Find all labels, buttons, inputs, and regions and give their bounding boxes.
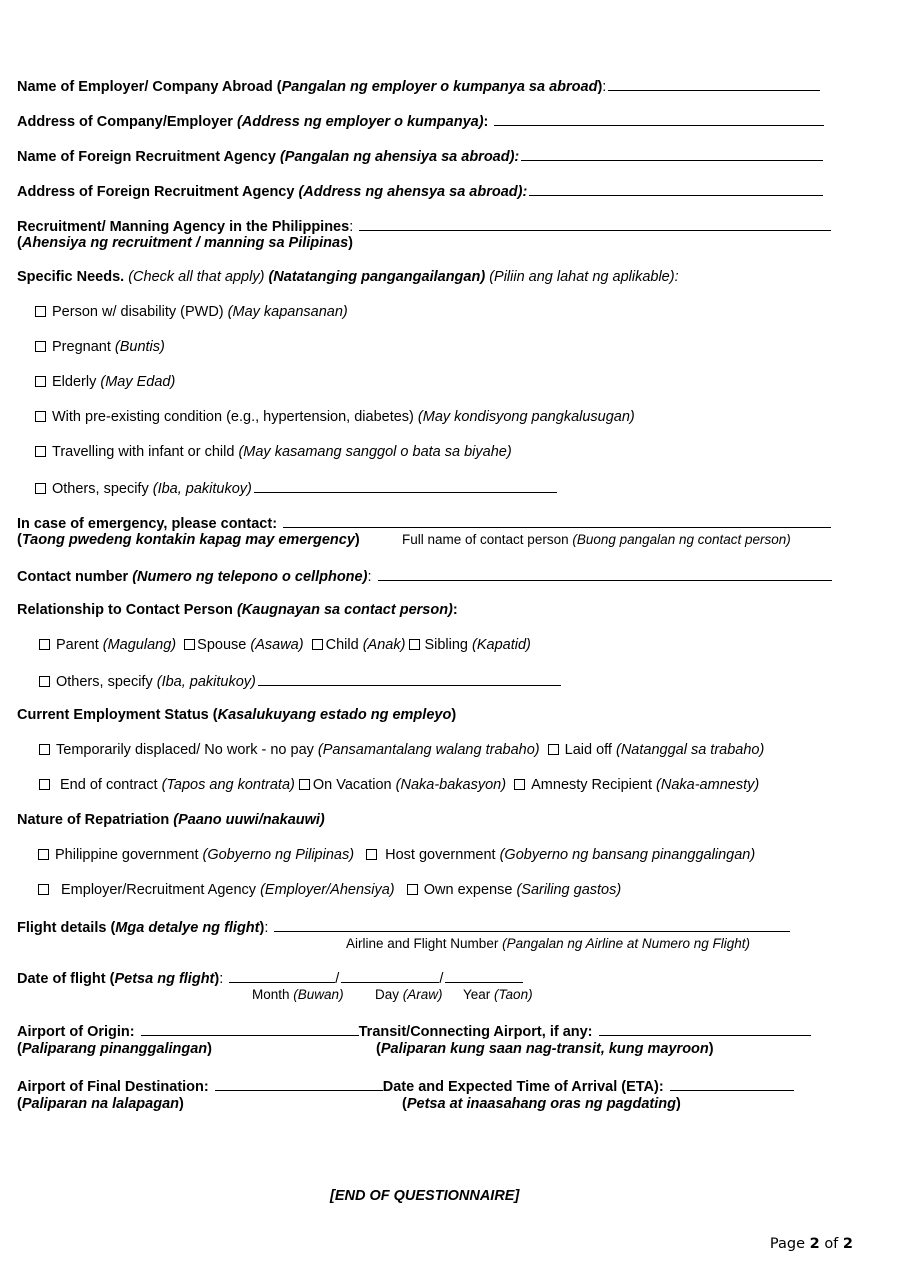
- displaced-checkbox[interactable]: [39, 744, 50, 755]
- elderly-checkbox[interactable]: [35, 376, 46, 387]
- ph-agency-label: Recruitment/ Manning Agency in the Philippines: [17, 219, 350, 235]
- on-vacation-checkbox[interactable]: [299, 779, 310, 790]
- needs-option-pregnant: Pregnant (Buntis): [35, 338, 165, 356]
- flight-details-row: Flight details (Mga detalye ng flight):: [17, 917, 790, 937]
- flight-month-caption: Month (Buwan): [252, 987, 344, 1002]
- infant-checkbox[interactable]: [35, 446, 46, 457]
- relationship-others-row: Others, specify (Iba, pakitukoy): [39, 671, 561, 691]
- repatriation-row-1: Philippine government (Gobyerno ng Pilipinas) Host government (Gobyerno ng bansang pinanggalingan): [38, 846, 755, 864]
- employer-name-input[interactable]: [608, 76, 820, 91]
- employer-name-row: Name of Employer/ Company Abroad (Pangalan ng employer o kumpanya sa abroad):: [17, 76, 820, 96]
- employer-address-label: Address of Company/Employer: [17, 114, 233, 130]
- foreign-agency-address-translation: (Address ng ahensya sa abroad):: [298, 184, 528, 200]
- repatriation-row-2: Employer/Recruitment Agency (Employer/Ahensiya) Own expense (Sariling gastos): [38, 881, 621, 899]
- needs-option-others: Others, specify (Iba, pakitukoy): [35, 478, 557, 498]
- eta-translation: Petsa at inaasahang oras ng pagdating: [406, 1096, 676, 1112]
- pwd-checkbox[interactable]: [35, 306, 46, 317]
- parent-checkbox[interactable]: [39, 639, 50, 650]
- foreign-agency-name-label: Name of Foreign Recruitment Agency: [17, 149, 276, 165]
- foreign-agency-address-row: [17, 181, 823, 201]
- emergency-contact-input[interactable]: [283, 513, 831, 528]
- needs-others-checkbox[interactable]: [35, 483, 46, 494]
- final-destination-row: Airport of Final Destination: Date and Expected Time of Arrival (ETA):: [17, 1076, 794, 1096]
- amnesty-checkbox[interactable]: [514, 779, 525, 790]
- relationship-others-checkbox[interactable]: [39, 676, 50, 687]
- needs-option-infant: Travelling with infant or child (May kasamang sanggol o bata sa biyahe): [35, 443, 512, 461]
- employer-address-input[interactable]: [494, 111, 824, 126]
- ph-agency-input[interactable]: [359, 216, 831, 231]
- needs-option-elderly: Elderly (May Edad): [35, 373, 175, 391]
- emergency-row: [17, 513, 831, 533]
- relationship-options-row: Parent (Magulang) Spouse (Asawa) Child (Anak) Sibling (Kapatid): [39, 636, 531, 654]
- needs-option-condition: With pre-existing condition (e.g., hypertension, diabetes) (May kondisyong pangkalusugan): [35, 408, 635, 426]
- employer-address-row: Address of Company/Employer (Address ng employer o kumpanya):: [17, 111, 824, 131]
- specific-needs-heading: Specific Needs. (Check all that apply) (Natatanging pangangailangan) (Piliin ang lahat ng aplikable):: [17, 269, 679, 285]
- emergency-caption: Full name of contact person (Buong pangalan ng contact person): [402, 532, 791, 547]
- laid-off-checkbox[interactable]: [548, 744, 559, 755]
- final-destination-input[interactable]: [215, 1076, 383, 1091]
- foreign-agency-name-translation: (Pangalan ng ahensiya sa abroad):: [279, 149, 520, 165]
- child-checkbox[interactable]: [312, 639, 323, 650]
- airport-origin-row: Airport of Origin: Transit/Connecting Airport, if any:: [17, 1021, 811, 1041]
- own-expense-checkbox[interactable]: [407, 884, 418, 895]
- flight-day-caption: Day (Araw): [375, 987, 443, 1002]
- foreign-agency-address-label: Address of Foreign Recruitment Agency: [17, 184, 295, 200]
- contact-number-row: Contact number (Numero ng telepono o cellphone):: [17, 566, 832, 586]
- employment-status-heading: Current Employment Status (Kasalukuyang estado ng empleyo): [17, 707, 457, 723]
- foreign-agency-name-input[interactable]: [521, 146, 823, 161]
- pregnant-checkbox[interactable]: [35, 341, 46, 352]
- airport-origin-translation: Paliparang pinanggalingan: [21, 1041, 208, 1057]
- flight-details-input[interactable]: [274, 917, 790, 932]
- condition-checkbox[interactable]: [35, 411, 46, 422]
- flight-day-input[interactable]: [341, 968, 439, 983]
- spouse-checkbox[interactable]: [184, 639, 195, 650]
- flight-details-caption: Airline and Flight Number (Pangalan ng Airline at Numero ng Flight): [346, 936, 750, 951]
- emergency-translation: Taong pwedeng kontakin kapag may emergency: [21, 532, 355, 548]
- sibling-checkbox[interactable]: [409, 639, 420, 650]
- flight-year-caption: Year (Taon): [463, 987, 533, 1002]
- ph-government-checkbox[interactable]: [38, 849, 49, 860]
- relationship-others-input[interactable]: [258, 671, 561, 686]
- contact-number-input[interactable]: [378, 566, 832, 581]
- foreign-agency-address-input[interactable]: [529, 181, 823, 196]
- transit-airport-input[interactable]: [599, 1021, 811, 1036]
- transit-airport-translation: Paliparan kung saan nag-transit, kung mayroon: [380, 1041, 709, 1057]
- emergency-label: In case of emergency, please contact:: [17, 516, 278, 532]
- end-of-questionnaire: [END OF QUESTIONNAIRE]: [330, 1188, 520, 1204]
- employer-name-translation: Pangalan ng employer o kumpanya sa abroad: [281, 79, 598, 95]
- employment-status-row-2: End of contract (Tapos ang kontrata) On Vacation (Naka-bakasyon) Amnesty Recipient (Naka-amnesty): [39, 776, 759, 794]
- eta-input[interactable]: [670, 1076, 794, 1091]
- flight-month-input[interactable]: [229, 968, 335, 983]
- employer-name-label: Name of Employer/ Company Abroad: [17, 79, 273, 95]
- repatriation-heading: Nature of Repatriation (Paano uuwi/nakauwi): [17, 812, 325, 828]
- host-government-checkbox[interactable]: [366, 849, 377, 860]
- employer-agency-checkbox[interactable]: [38, 884, 49, 895]
- employment-status-row-1: Temporarily displaced/ No work - no pay (Pansamantalang walang trabaho) Laid off (Natanggal sa trabaho): [39, 741, 764, 759]
- flight-year-input[interactable]: [445, 968, 523, 983]
- foreign-agency-name-row: [17, 146, 823, 166]
- airport-origin-input[interactable]: [141, 1021, 359, 1036]
- page-number: Page 2 of 2: [769, 1236, 853, 1252]
- contact-number-label: Contact number: [17, 569, 129, 585]
- needs-option-pwd: Person w/ disability (PWD) (May kapansanan): [35, 303, 348, 321]
- ph-agency-row: Recruitment/ Manning Agency in the Philippines:: [17, 216, 831, 236]
- needs-others-input[interactable]: [254, 478, 557, 493]
- final-destination-translation: Paliparan na lalapagan: [21, 1096, 179, 1112]
- end-of-contract-checkbox[interactable]: [39, 779, 50, 790]
- employer-address-translation: (Address ng employer o kumpanya): [236, 114, 484, 130]
- flight-date-row: Date of flight (Petsa ng flight): / /: [17, 968, 523, 988]
- relationship-heading: Relationship to Contact Person (Kaugnayan sa contact person):: [17, 602, 458, 618]
- ph-agency-translation: Ahensiya ng recruitment / manning sa Pilipinas: [21, 235, 349, 251]
